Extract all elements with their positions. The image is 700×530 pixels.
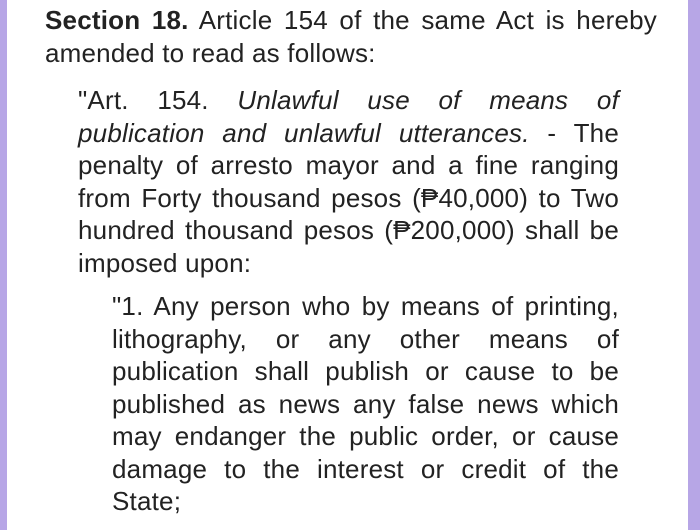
section-paragraph: [45, 4, 657, 69]
item-1-paragraph: "1. Any person who by means of printing, lithography, or any other means of publication shall publish or cause to be published as news any false news which may endanger the public order, or cause damage to the interest or credit of the State;: [112, 291, 619, 516]
article-paragraph: [78, 84, 619, 279]
section-text: Article 154 of the same Act is hereby amended to read as follows:: [45, 5, 657, 68]
section-heading: Section 18.: [45, 5, 189, 35]
article-text: - The penalty of arresto mayor and a fine ranging from Forty thousand pesos (₱40,000) to Two hundred thousand pesos (₱200,000) shall be imposed upon:: [78, 117, 619, 278]
article-title: Unlawful use of means of publication and unlawful utterances.: [78, 85, 619, 148]
article-lead: "Art. 154.: [78, 85, 238, 115]
